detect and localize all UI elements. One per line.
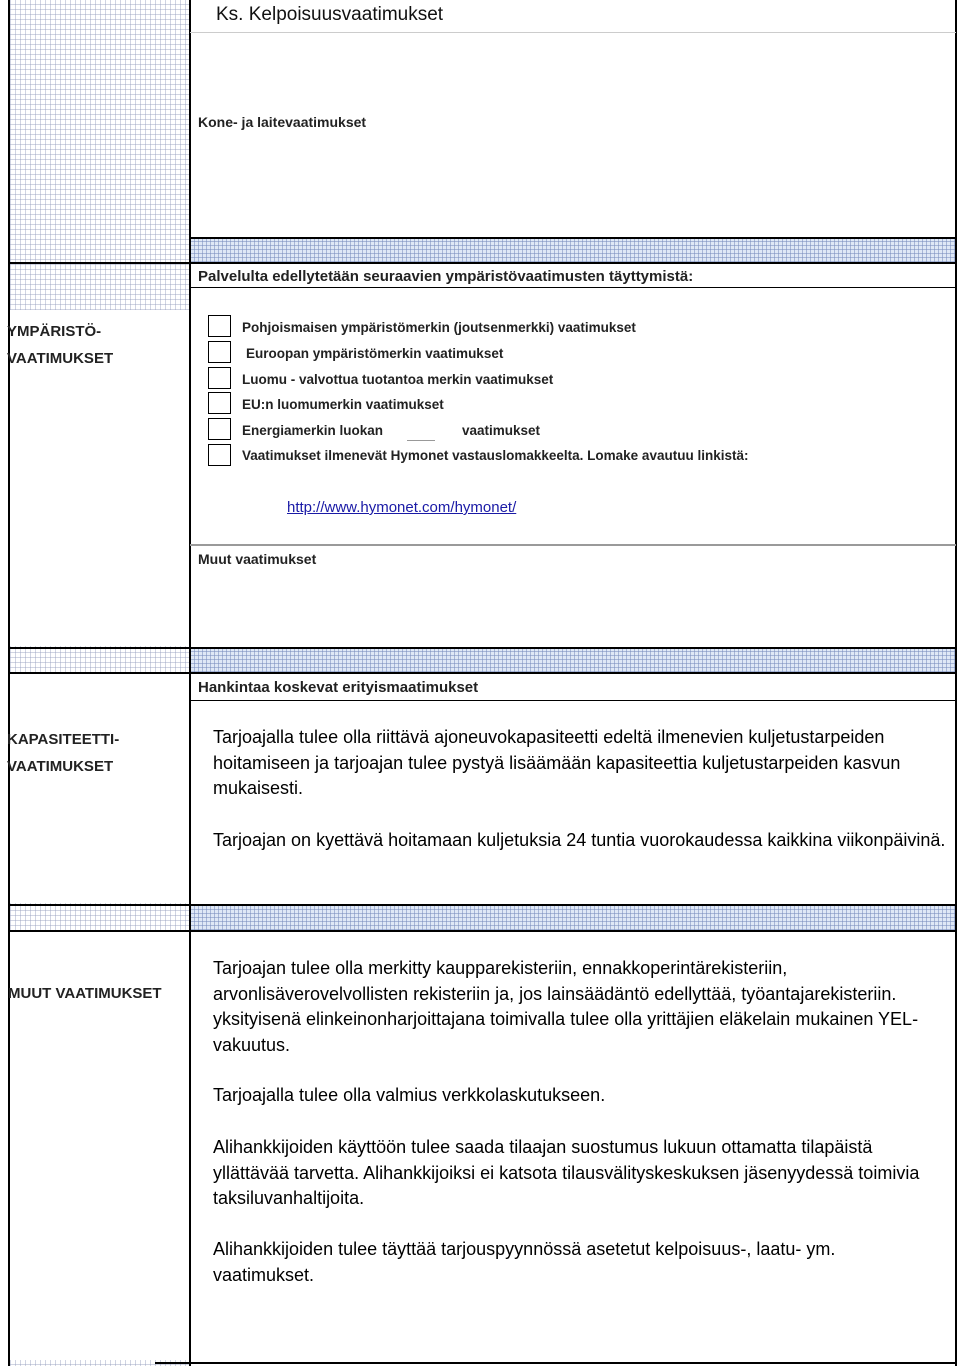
kapasiteetti-label [7,726,119,780]
band-row-2 [190,648,956,672]
rule-band-2-top [8,647,956,649]
hankinta-section-title: Hankintaa koskevat erityismaatimukset [198,679,479,696]
rule-band-1-bottom [8,262,956,264]
checkbox-hymonet[interactable] [208,444,231,466]
rule-bottom [155,1362,956,1364]
checkbox-energiamerkki[interactable] [208,418,231,440]
muut-paragraph-3: Alihankkijoiden käyttöön tulee saada tilaajan suostumus lukuun ottamatta tilapäistä yllättävää tarvetta. Alihankkijoiksi ei katsota tilausvälityskeskuksen jäsenyydessä toimivia taksiluvanhaltijoita. [213,1137,920,1208]
option-label-joutsenmerkki: Pohjoismaisen ympäristömerkin (joutsenmerkki) vaatimukset [242,320,636,335]
rule-band-3-bottom [8,930,956,932]
option-label-energiamerkki-before: Energiamerkin luokan [242,423,384,438]
option-label-eu-luomumerkki: EU:n luomumerkin vaatimukset [242,397,444,412]
checkbox-eu-luomumerkki[interactable] [208,392,231,414]
left-band-row-2 [10,648,190,672]
left-border [8,0,10,1366]
right-border [955,0,957,1366]
muut-paragraph-4: Alihankkijoiden tulee täyttää tarjouspyynnössä asetetut kelpoisuus-, laatu- ym. vaatimukset. [213,1239,836,1285]
rule-intro-bottom [190,287,956,288]
rule-muut-top [190,544,956,546]
kapasiteetti-label-line2: VAATIMUKSET [7,758,114,775]
rule-top-title [190,32,956,33]
kapasiteetti-label-line1: KAPASITEETTI- [7,731,120,748]
option-label-hymonet: Vaatimukset ilmenevät Hymonet vastauslomakkeelta. Lomake avautuu linkistä: [242,448,749,463]
kapasiteetti-paragraph-2: Tarjoajan on kyettävä hoitamaan kuljetuksia 24 tuntia vuorokaudessa kaikkina viikonpäivinä. [213,830,946,850]
ymparisto-label-line2: VAATIMUKSET [7,350,114,367]
energiamerkki-class-field[interactable] [407,440,435,441]
muut-vaatimukset-title: Muut vaatimukset [198,551,317,567]
ymparisto-label [7,318,113,372]
rule-hankinta-bottom [190,700,956,701]
page-title: Ks. Kelpoisuusvaatimukset [216,4,444,25]
option-label-eu-ymparistomerkki: Euroopan ympäristömerkin vaatimukset [246,346,504,361]
rule-band-3-top [8,904,956,906]
band-row-3 [190,906,956,930]
band-row-1 [190,238,956,262]
checkbox-eu-ymparistomerkki[interactable] [208,341,231,363]
option-label-energiamerkki-after: vaatimukset [462,423,541,438]
rule-band-2-bottom [8,672,956,674]
left-cell-kapasiteetti [10,673,190,903]
checkbox-joutsenmerkki[interactable] [208,315,231,337]
ymparisto-intro: Palvelulta edellytetään seuraavien ympäristövaatimusten täyttymistä: [198,268,694,285]
kone-title: Kone- ja laitevaatimukset [198,114,367,130]
hymonet-link[interactable]: http://www.hymonet.com/hymonet/ [287,499,517,516]
checkbox-luomu[interactable] [208,367,231,389]
divider-border [189,0,191,1366]
kapasiteetti-paragraph-1: Tarjoajalla tulee olla riittävä ajoneuvokapasiteetti edeltä ilmenevien kuljetustarpeiden hoitamiseen ja tarjoajan tulee pystyä lisäämään kapasiteettia kuljetustarpeiden kasvun mukaisesti. [213,727,901,798]
left-band-row-3 [10,906,190,930]
option-label-luomu: Luomu - valvottua tuotantoa merkin vaatimukset [242,372,554,387]
muut-paragraph-2: Tarjoajalla tulee olla valmius verkkolaskutukseen. [213,1085,606,1105]
ymparisto-label-line1: YMPÄRISTÖ- [7,323,102,340]
muut-label: MUUT VAATIMUKSET [8,985,162,1002]
rule-band-1-top [190,237,956,239]
muut-paragraph-1: Tarjoajan tulee olla merkitty kaupparekisteriin, ennakkoperintärekisteriin, arvonlisäverovelvollisten rekisteriin ja, jos lainsäädäntö edellyttää, työantajarekisteriin. yksityisenä elinkeinonharjoittajana toimivalla tulee olla yrittäjien eläkelain mukainen YEL-vakuutus. [213,958,919,1055]
